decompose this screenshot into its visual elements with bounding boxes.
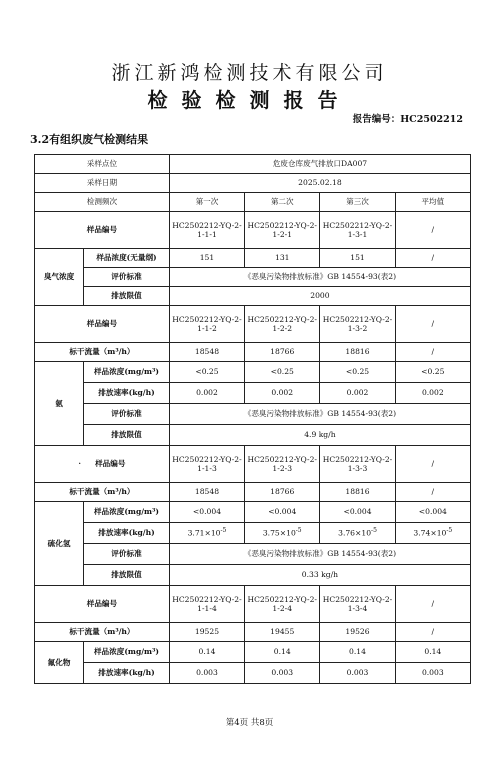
table-row	[35, 586, 471, 623]
value-cell: /	[395, 623, 470, 642]
value-cell: <0.25	[169, 362, 244, 383]
frequency-label: 检测频次	[35, 193, 170, 212]
value-cell: 0.002	[320, 383, 395, 404]
rate-label: 排放速率(kg/h)	[84, 663, 170, 684]
section-title: 3.2有组织废气检测结果	[30, 133, 149, 146]
document-title: 检验检测报告	[147, 88, 352, 112]
limit-label: 排放限值	[84, 425, 170, 446]
table-row	[35, 249, 471, 268]
limit-value: 0.33 kg/h	[169, 565, 470, 586]
table-row	[35, 193, 471, 212]
table-row	[35, 404, 471, 425]
standard-text: 《恶臭污染物排放标准》GB 14554-93(表2)	[169, 544, 470, 565]
value-cell: 19525	[169, 623, 244, 642]
freq-col: 平均值	[395, 193, 470, 212]
limit-value: 4.9 kg/h	[169, 425, 470, 446]
dot-mark: ·	[78, 459, 82, 469]
sample-no: HC2502212-YQ-2-1-3-1	[320, 212, 395, 249]
sample-no: HC2502212-YQ-2-1-2-4	[245, 586, 320, 623]
value-cell: 0.14	[245, 642, 320, 663]
value-cell: 151	[320, 249, 395, 268]
table-row	[35, 446, 471, 483]
value-cell: <0.004	[245, 502, 320, 523]
value-cell: 151	[169, 249, 244, 268]
sample-no: /	[395, 586, 470, 623]
standard-text: 《恶臭污染物排放标准》GB 14554-93(表2)	[169, 268, 470, 287]
value-cell: 19526	[320, 623, 395, 642]
value-cell: 18766	[245, 483, 320, 502]
sample-no-label	[35, 446, 170, 483]
page-footer: 第4页 共8页	[225, 718, 274, 728]
value-cell	[395, 523, 470, 544]
value-cell: 0.003	[245, 663, 320, 684]
report-number: 报告编号：HC2502212	[352, 114, 463, 125]
sample-no-label: 样品编号	[35, 586, 170, 623]
table-row	[35, 287, 471, 306]
value-cell	[320, 523, 395, 544]
date-label: 采样日期	[35, 174, 170, 193]
table-row	[35, 362, 471, 383]
value-cell: <0.004	[169, 502, 244, 523]
table-row	[35, 174, 471, 193]
rate-exponent: -5	[446, 527, 453, 535]
results-table	[34, 154, 471, 684]
table-row	[35, 523, 471, 544]
table-row	[35, 663, 471, 684]
flow-label: 标干流量（m³/h）	[35, 483, 170, 502]
flow-label: 标干流量（m³/h）	[35, 623, 170, 642]
value-cell: <0.004	[320, 502, 395, 523]
standard-label: 评价标准	[84, 544, 170, 565]
freq-col: 第二次	[245, 193, 320, 212]
table-row	[35, 642, 471, 663]
company-name: 浙江新鸿检测技术有限公司	[111, 62, 388, 84]
fluoride-name: 氟化物	[35, 642, 84, 684]
value-cell: 0.14	[169, 642, 244, 663]
conc-label: 样品浓度(无量纲)	[84, 249, 170, 268]
standard-label: 评价标准	[84, 268, 170, 287]
table-row	[35, 425, 471, 446]
table-row	[35, 212, 471, 249]
freq-col: 第一次	[169, 193, 244, 212]
value-cell: <0.25	[320, 362, 395, 383]
sample-no: HC2502212-YQ-2-1-1-2	[169, 306, 244, 343]
sample-no: HC2502212-YQ-2-1-1-3	[169, 446, 244, 483]
sample-no: HC2502212-YQ-2-1-2-2	[245, 306, 320, 343]
sample-no-label-text: 样品编号	[95, 459, 126, 469]
rate-label: 排放速率(kg/h)	[84, 383, 170, 404]
site-value: 危废仓库废气排放口DA007	[169, 155, 470, 174]
value-cell: <0.004	[395, 502, 470, 523]
value-cell	[169, 523, 244, 544]
sample-no: HC2502212-YQ-2-1-2-1	[245, 212, 320, 249]
table-row	[35, 565, 471, 586]
rate-base: 3.71×10	[187, 529, 221, 539]
value-cell: 18816	[320, 343, 395, 362]
sample-no: HC2502212-YQ-2-1-1-1	[169, 212, 244, 249]
table-row	[35, 502, 471, 523]
limit-label: 排放限值	[84, 287, 170, 306]
value-cell: /	[395, 483, 470, 502]
value-cell: <0.25	[245, 362, 320, 383]
value-cell: /	[395, 343, 470, 362]
sample-no: HC2502212-YQ-2-1-1-4	[169, 586, 244, 623]
value-cell: <0.25	[395, 362, 470, 383]
sample-no: /	[395, 446, 470, 483]
sample-no-label: 样品编号	[35, 306, 170, 343]
standard-label: 评价标准	[84, 404, 170, 425]
conc-label: 样品浓度(mg/m³)	[84, 642, 170, 663]
value-cell: 0.14	[320, 642, 395, 663]
sample-no: HC2502212-YQ-2-1-2-3	[245, 446, 320, 483]
h2s-name: 硫化氢	[35, 502, 84, 586]
freq-col: 第三次	[320, 193, 395, 212]
sample-no-label: 样品编号	[35, 212, 170, 249]
value-cell: 18816	[320, 483, 395, 502]
value-cell: 0.002	[169, 383, 244, 404]
value-cell: 0.002	[245, 383, 320, 404]
rate-base: 3.76×10	[338, 529, 372, 539]
table-row	[35, 343, 471, 362]
odor-name: 臭气浓度	[35, 249, 84, 306]
standard-text: 《恶臭污染物排放标准》GB 14554-93(表2)	[169, 404, 470, 425]
rate-base: 3.74×10	[413, 529, 447, 539]
site-label: 采样点位	[35, 155, 170, 174]
ammonia-name: 氨	[35, 362, 84, 446]
value-cell: 19455	[245, 623, 320, 642]
value-cell: 18548	[169, 483, 244, 502]
table-row	[35, 483, 471, 502]
table-row	[35, 268, 471, 287]
value-cell: 18766	[245, 343, 320, 362]
value-cell: 0.003	[169, 663, 244, 684]
sample-no: HC2502212-YQ-2-1-3-2	[320, 306, 395, 343]
value-cell: 0.003	[395, 663, 470, 684]
rate-label: 排放速率(kg/h)	[84, 523, 170, 544]
table-row	[35, 306, 471, 343]
value-cell: 0.002	[395, 383, 470, 404]
sample-no: /	[395, 212, 470, 249]
rate-base: 3.75×10	[262, 529, 296, 539]
table-row	[35, 383, 471, 404]
rate-exponent: -5	[220, 527, 227, 535]
value-cell: 131	[245, 249, 320, 268]
sample-no: HC2502212-YQ-2-1-3-4	[320, 586, 395, 623]
value-cell: 0.003	[320, 663, 395, 684]
rate-exponent: -5	[371, 527, 377, 535]
conc-label: 样品浓度(mg/m³)	[84, 502, 170, 523]
date-value: 2025.02.18	[169, 174, 470, 193]
table-row	[35, 155, 471, 174]
table-row	[35, 544, 471, 565]
value-cell: 0.14	[395, 642, 470, 663]
rate-exponent: -5	[295, 527, 302, 535]
flow-label: 标干流量（m³/h）	[35, 343, 170, 362]
limit-value: 2000	[169, 287, 470, 306]
sample-no: HC2502212-YQ-2-1-3-3	[320, 446, 395, 483]
table-row	[35, 623, 471, 642]
value-cell	[245, 523, 320, 544]
sample-no: /	[395, 306, 470, 343]
conc-label: 样品浓度(mg/m³)	[84, 362, 170, 383]
value-cell: /	[395, 249, 470, 268]
value-cell: 18548	[169, 343, 244, 362]
limit-label: 排放限值	[84, 565, 170, 586]
